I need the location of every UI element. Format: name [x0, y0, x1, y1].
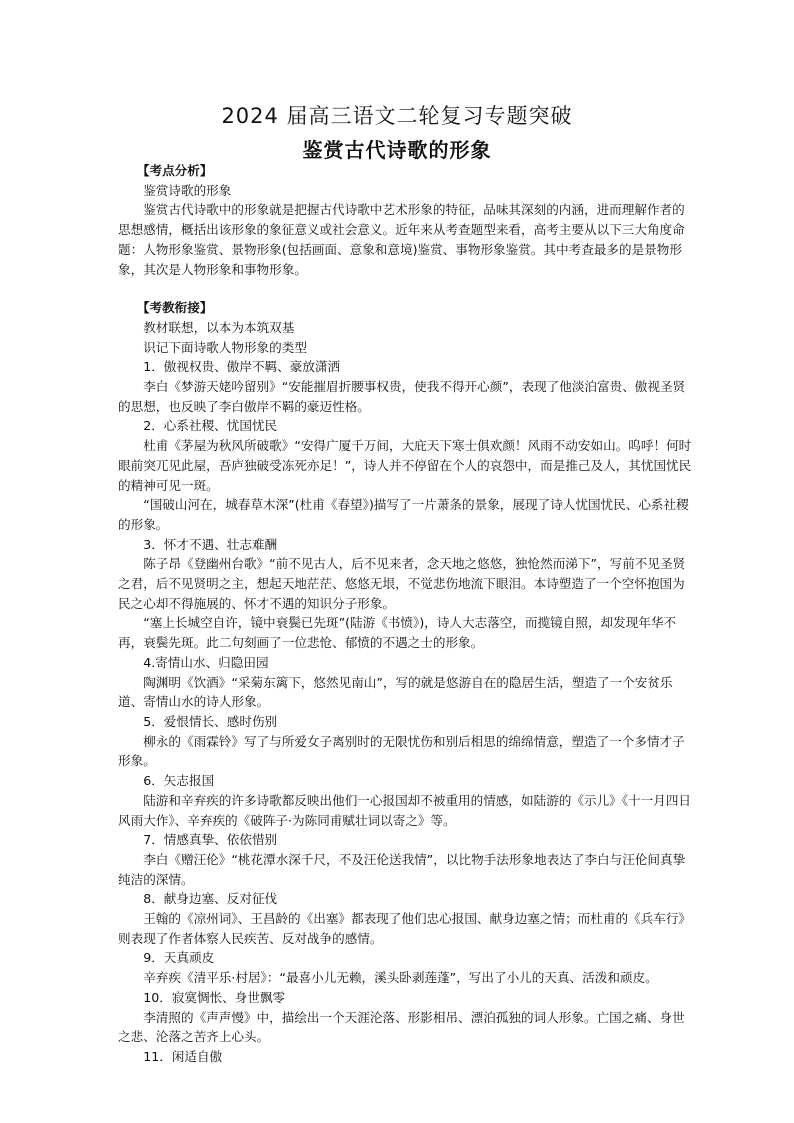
link-line-1: 教材联想，以本为本筑双基 — [143, 319, 295, 335]
item-heading: 3．怀才不遇、壮志难酬 — [143, 536, 278, 552]
item-paragraph: 杜甫《茅屋为秋风所破歌》“安得广厦千万间，大庇天下寒士俱欢颜！风雨不动安如山。呜呼！何时眼前突兀见此屋，吾庐独破受冻死亦足！”，诗人并不停留在个人的哀怨中，而是推己及人，其忧国忧民的精神可见一斑。 — [118, 438, 692, 493]
item-paragraph: 李白《梦游天姥吟留别》“安能摧眉折腰事权贵，使我不得开心颜”，表现了他淡泊富贵、傲视圣贤的思想，也反映了李白傲岸不羁的豪迈性格。 — [118, 379, 686, 414]
analysis-subheading: 鉴赏诗歌的形象 — [143, 182, 232, 198]
section-heading-link: 【考教衔接】 — [136, 300, 213, 316]
item-heading: 7．情感真挚、依依惜别 — [143, 832, 278, 848]
item-paragraph: 李清照的《声声慢》中，描绘出一个天涯沦落、形影相吊、漂泊孤独的词人形象。亡国之痛、身世之悲、沦落之苦齐上心头。 — [118, 1009, 685, 1045]
item-heading: 5．爱恨情长、感时伤别 — [143, 713, 278, 729]
link-line-2: 识记下面诗歌人物形象的类型 — [143, 339, 307, 355]
analysis-paragraph: 鉴赏古代诗歌中的形象就是把握古代诗歌中艺术形象的特征，品味其深刻的内涵，进而理解作者的思想感情，概括出该形象的象征意义或社会意义。近年来从考查题型来看，高考主要从以下三大角度命题：人物形象鉴赏、景物形象(包括画面、意象和意境)鉴赏、事物形象鉴赏。其中考查最多的是景物形象，其次是人物形象和事物形象。 — [118, 202, 685, 277]
item-paragraph: “塞上长城空自许，镜中衰鬓已先斑”(陆游《书愤》)，诗人大志落空，而揽镜自照，却发现年华不再，衰鬓先斑。此二句刻画了一位悲怆、郁愤的不遇之士的形象。 — [118, 615, 677, 651]
item-heading: 8．献身边塞、反对征伐 — [143, 891, 278, 907]
item-list — [118, 357, 696, 1066]
section-gap — [118, 279, 696, 298]
item-heading: 11．闲适自傲 — [143, 1048, 223, 1064]
item-paragraph: 柳永的《雨霖铃》写了与所爱女子离别时的无限忧伤和别后相思的绵绵情意，塑造了一个多情才子形象。 — [118, 733, 685, 769]
item-heading: 6．矢志报国 — [143, 773, 215, 789]
item-paragraph: 陆游和辛弃疾的许多诗歌都反映出他们一心报国却不被重用的情感，如陆游的《示儿》《十一月四日风雨大作》、辛弃疾的《破阵子·为陈同甫赋壮词以寄之》等。 — [118, 792, 692, 828]
item-paragraph: 陶渊明《饮酒》“采菊东篱下，悠然见南山”，写的就是悠游自在的隐居生活，塑造了一个安贫乐道、寄情山水的诗人形象。 — [118, 674, 673, 710]
item-paragraph: “国破山河在，城春草木深”(杜甫《春望》)描写了一片萧条的景象，展现了诗人忧国忧民、心系社稷的形象。 — [118, 497, 689, 532]
document-title: 2024 届高三语文二轮复习专题突破 — [221, 104, 573, 128]
item-heading: 4.寄情山水、归隐田园 — [143, 654, 269, 670]
item-paragraph: 李白《赠汪伦》“桃花潭水深千尺，不及汪伦送我情”，以比物手法形象地表达了李白与汪伦间真挚纯洁的深情。 — [118, 851, 686, 887]
document-subtitle: 鉴赏古代诗歌的形象 — [302, 138, 492, 162]
item-paragraph: 王翰的《凉州词》、王昌龄的《出塞》都表现了他们忠心报国、献身边塞之情；而杜甫的《兵车行》则表现了作者体察人民疾苦、反对战争的感情。 — [118, 911, 692, 946]
item-paragraph: 辛弃疾《清平乐·村居》：“最喜小儿无赖，溪头卧剥莲蓬”，写出了小儿的天真、活泼和顽皮。 — [143, 970, 658, 986]
item-paragraph: 陈子昂《登幽州台歌》“前不见古人，后不见来者，念天地之悠悠，独怆然而涕下”，写前不见圣贤之君，后不见贤明之主，想起天地茫茫、悠悠无垠，不觉悲伤地流下眼泪。本诗塑造了一个空怀抱国为民之心却不得施展的、怀才不遇的知识分子形象。 — [118, 556, 686, 611]
item-heading: 2．心系社稷、忧国忧民 — [143, 418, 278, 434]
item-heading: 10．寂寞惆怅、身世飘零 — [143, 989, 286, 1005]
item-heading: 1．傲视权贵、傲岸不羁、豪放潇洒 — [143, 359, 341, 375]
document-body — [118, 161, 696, 1067]
section-heading-analysis: 【考点分析】 — [136, 163, 213, 178]
item-heading: 9．天真顽皮 — [143, 950, 215, 966]
